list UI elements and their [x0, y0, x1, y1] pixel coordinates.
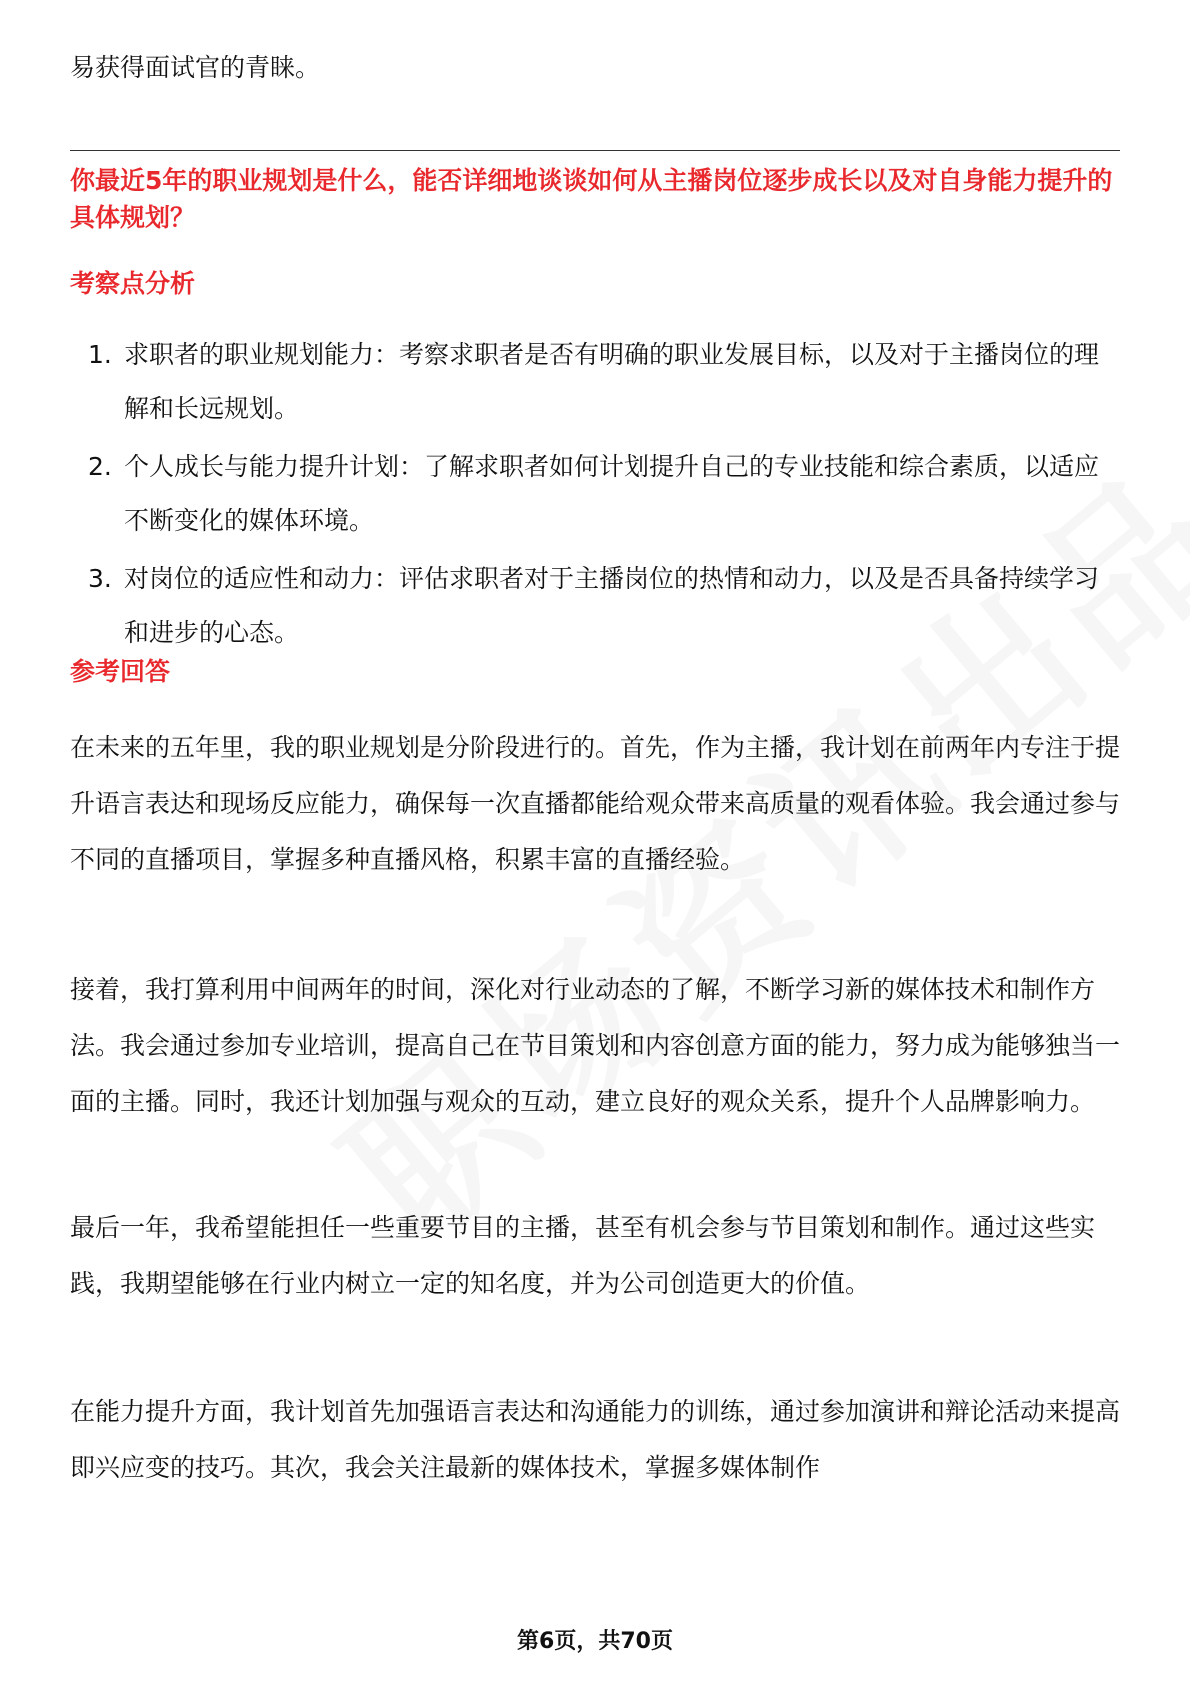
answer-paragraph: 在未来的五年里，我的职业规划是分阶段进行的。首先，作为主播，我计划在前两年内专注于提升语言表达和现场反应能力，确保每一次直播都能给观众带来高质量的观看体验。我会通过参与不同的直播项目，掌握多种直播风格，积累丰富的直播经验。 — [70, 733, 1121, 874]
list-item-number: 2. — [88, 452, 112, 481]
answer-paragraph: 在能力提升方面，我计划首先加强语言表达和沟通能力的训练，通过参加演讲和辩论活动来提高即兴应变的技巧。其次，我会关注最新的媒体技术，掌握多媒体制作 — [70, 1397, 1121, 1482]
continued-paragraph: 易获得面试官的青睐。 — [70, 53, 321, 82]
list-item-text: 个人成长与能力提升计划：了解求职者如何计划提升自己的专业技能和综合素质，以适应不断变化的媒体环境。 — [124, 452, 1100, 535]
answer-heading: 参考回答 — [70, 657, 171, 686]
list-item-text: 对岗位的适应性和动力：评估求职者对于主播岗位的热情和动力，以及是否具备持续学习和进步的心态。 — [124, 564, 1100, 647]
question-heading: 你最近5年的职业规划是什么，能否详细地谈谈如何从主播岗位逐步成长以及对自身能力提升的具体规划？ — [70, 166, 1113, 232]
list-item-text: 求职者的职业规划能力：考察求职者是否有明确的职业发展目标，以及对于主播岗位的理解和长远规划。 — [124, 340, 1100, 423]
analysis-heading: 考察点分析 — [70, 269, 196, 298]
page-number: 第6页，共70页 — [517, 1629, 673, 1654]
analysis-list — [88, 328, 1120, 664]
section-divider — [70, 150, 1120, 151]
list-item — [88, 328, 1120, 436]
list-item-number: 3. — [88, 564, 112, 593]
list-item-number: 1. — [88, 340, 112, 369]
answer-paragraph: 接着，我打算利用中间两年的时间，深化对行业动态的了解，不断学习新的媒体技术和制作方法。我会通过参加专业培训，提高自己在节目策划和内容创意方面的能力，努力成为能够独当一面的主播。同时，我还计划加强与观众的互动，建立良好的观众关系，提升个人品牌影响力。 — [70, 975, 1121, 1116]
answer-paragraph: 最后一年，我希望能担任一些重要节目的主播，甚至有机会参与节目策划和制作。通过这些实践，我期望能够在行业内树立一定的知名度，并为公司创造更大的价值。 — [70, 1213, 1096, 1298]
list-item — [88, 552, 1120, 660]
list-item — [88, 440, 1120, 548]
